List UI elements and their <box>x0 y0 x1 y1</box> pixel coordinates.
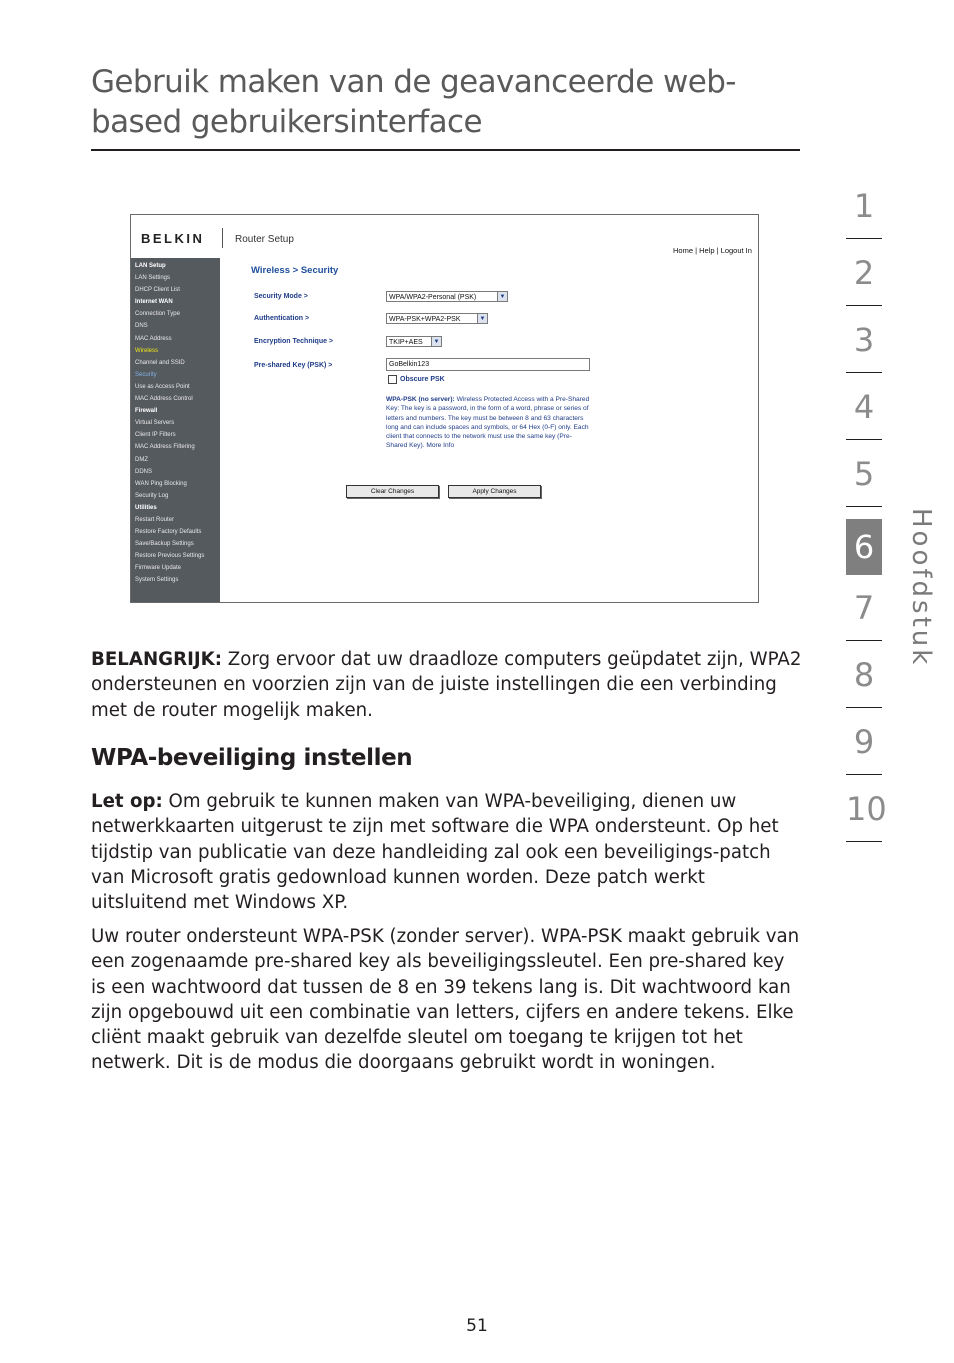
chapter-number: 4 <box>853 388 875 426</box>
nav-item[interactable]: Restore Previous Settings <box>135 553 205 560</box>
header-divider <box>222 228 223 248</box>
chapter-tab-6 <box>846 507 882 574</box>
chapter-tab-10 <box>846 775 887 842</box>
nav-item[interactable]: Security <box>135 371 157 378</box>
chevron-down-icon: ▼ <box>477 313 488 324</box>
router-sidebar <box>131 258 220 602</box>
chapter-number: 3 <box>853 321 875 359</box>
security-mode-label: Security Mode > <box>254 293 308 300</box>
nav-item[interactable]: Save/Backup Settings <box>135 541 194 548</box>
chapter-number: 5 <box>853 455 875 493</box>
security-mode-value: WPA/WPA2-Personal (PSK) <box>389 294 477 301</box>
encryption-select[interactable] <box>386 336 442 347</box>
security-mode-select[interactable] <box>386 291 508 302</box>
chapter-tab-5 <box>846 440 882 507</box>
note-text: Om gebruik te kunnen maken van WPA-beveiliging, dienen uw netwerkkaarten uitgerust te zijn met software die WPA ondersteunt. Op het tijdstip van publicatie van deze handleiding zal ook een beveiligings-patch van Microsoft gratis gedownload kunnen worden. Deze patch werkt uitsluitend met Windows XP. <box>91 791 779 914</box>
chevron-down-icon: ▼ <box>431 336 442 347</box>
chapter-number: 7 <box>853 589 875 627</box>
chapter-number: 8 <box>853 656 875 694</box>
chapter-tab-4 <box>846 373 882 440</box>
nav-section-heading: Utilities <box>135 504 157 511</box>
chapter-number: 6 <box>846 519 882 575</box>
chapter-number: 9 <box>853 723 875 761</box>
page-number: 51 <box>466 1316 488 1336</box>
chapter-divider <box>846 841 882 842</box>
obscure-psk-label: Obscure PSK <box>400 376 445 383</box>
important-paragraph <box>91 647 803 723</box>
apply-changes-button[interactable]: Apply Changes <box>448 485 541 498</box>
wpa-psk-paragraph: Uw router ondersteunt WPA-PSK (zonder server). WPA-PSK maakt gebruik van een zogenaamde pre-shared key als beveiligingssleutel. Een pre-shared key is een wachtwoord dat tussen de 8 en 39 tekens lang is. Dit wachtwoord kan zijn opgebouwd uit een combinatie van letters, cijfers en andere tekens. Elke cliënt maakt gebruik van dezelfde sleutel om toegang te krijgen tot het netwerk. Dit is de modus die doorgaans gebruikt wordt in woningen. <box>91 926 800 1074</box>
nav-item[interactable]: WAN Ping Blocking <box>135 480 187 487</box>
nav-item[interactable]: MAC Address <box>135 335 172 342</box>
router-header <box>131 215 758 258</box>
nav-item[interactable]: Channel and SSID <box>135 359 185 366</box>
chapter-number: 2 <box>853 254 875 292</box>
authentication-value: WPA-PSK+WPA2-PSK <box>389 316 461 323</box>
nav-item[interactable]: Use as Access Point <box>135 383 190 390</box>
nav-item[interactable]: Restart Router <box>135 516 175 523</box>
authentication-label: Authentication > <box>254 315 310 322</box>
psk-input[interactable]: GoBelkin123 <box>386 358 590 371</box>
obscure-psk-checkbox[interactable] <box>388 375 397 384</box>
nav-item[interactable]: Connection Type <box>135 311 180 318</box>
nav-item[interactable]: Firmware Update <box>135 565 182 572</box>
nav-item[interactable]: Wireless <box>135 347 159 354</box>
chapter-tab-3 <box>846 306 882 373</box>
router-main <box>220 258 758 602</box>
nav-item[interactable]: DMZ <box>135 456 148 463</box>
important-label: BELANGRIJK: <box>91 649 223 670</box>
title-rule <box>91 149 800 151</box>
nav-item[interactable]: LAN Settings <box>135 275 171 282</box>
nav-item[interactable]: Client IP Filters <box>135 432 176 439</box>
chapter-tab-9 <box>846 708 882 775</box>
important-text: Zorg ervoor dat uw draadloze computers geüpdatet zijn, WPA2 ondersteunen en voorzien zijn van de juiste instellingen die een verbinding met de router mogelijk maken. <box>91 649 802 721</box>
chapter-tab-1 <box>846 172 882 239</box>
router-screenshot <box>130 214 759 603</box>
section-title: Wireless > Security <box>251 265 339 276</box>
section-heading: WPA-beveiliging instellen <box>91 745 413 771</box>
router-nav <box>131 258 220 587</box>
nav-section-heading: Firewall <box>135 408 158 415</box>
nav-item[interactable]: DHCP Client List <box>135 287 180 294</box>
nav-section-heading: LAN Setup <box>135 263 166 269</box>
nav-item[interactable]: MAC Address Filtering <box>135 444 195 451</box>
encryption-value: TKIP+AES <box>389 339 423 346</box>
chapter-side-label: Hoofdstuk <box>906 508 936 668</box>
wpa-psk-info <box>386 395 591 451</box>
psk-label: Pre-shared Key (PSK) > <box>254 362 333 369</box>
clear-changes-button[interactable]: Clear Changes <box>346 485 439 498</box>
chapter-number: 1 <box>853 187 875 225</box>
info-text: Wireless Protected Access with a Pre-Shared Key: The key is a password, in the form of a word, phrase or series of letters and numbers. The key must be between 8 and 63 characters long and can include spaces and symbols, or 64 Hex (0-F) only. Each client that connects to the network must use the same key (Pre-Shared Key). <box>386 396 590 450</box>
chapter-number: 10 <box>846 790 887 828</box>
encryption-label: Encryption Technique > <box>254 338 334 345</box>
nav-section-heading: Internet WAN <box>135 299 173 306</box>
info-heading: WPA-PSK (no server): <box>386 396 455 403</box>
chapter-tab-2 <box>846 239 882 306</box>
router-setup-title: Router Setup <box>235 234 294 245</box>
chapter-tab-8 <box>846 641 882 708</box>
chapter-index <box>846 172 887 842</box>
note-paragraph <box>91 789 803 915</box>
nav-item[interactable]: Restore Factory Defaults <box>135 529 202 536</box>
nav-item[interactable]: DNS <box>135 323 148 330</box>
more-info-link[interactable]: More Info <box>426 442 455 450</box>
nav-item[interactable]: DDNS <box>135 468 153 475</box>
belkin-logo: BELKIN <box>141 231 205 246</box>
nav-item[interactable]: Virtual Servers <box>135 420 175 427</box>
nav-item[interactable]: System Settings <box>135 577 179 584</box>
chapter-tab-7 <box>846 574 882 641</box>
note-label: Let op: <box>91 791 163 812</box>
chevron-down-icon: ▼ <box>497 291 508 302</box>
top-links[interactable]: Home | Help | Logout In <box>673 246 752 255</box>
nav-item[interactable]: Security Log <box>135 492 169 499</box>
page-title: Gebruik maken van de geavanceerde web-based gebruikersinterface <box>91 64 736 140</box>
nav-item[interactable]: MAC Address Control <box>135 396 193 403</box>
authentication-select[interactable] <box>386 313 488 324</box>
